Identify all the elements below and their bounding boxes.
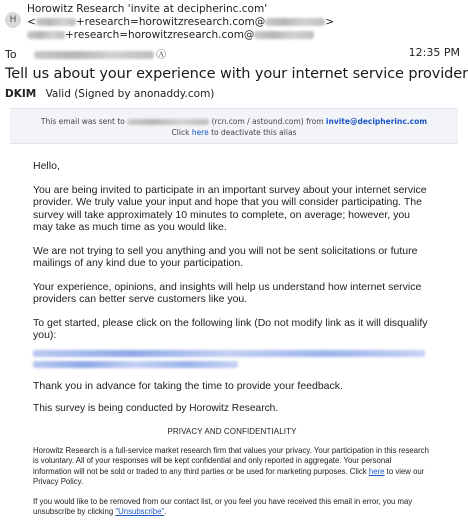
sender-name: Horowitz Research 'invite at decipherinc.com': [27, 3, 268, 15]
dkim-label: DKIM: [5, 88, 37, 100]
greeting: Hello,: [33, 160, 60, 172]
banner-text: (rcn.com / astound.com) from: [211, 117, 324, 126]
conducted-by-text: This survey is being conducted by Horowitz Research.: [33, 403, 279, 414]
alias-banner-line1: [10, 116, 458, 127]
body-paragraph: We are not trying to sell you anything and you will not be sent solicitations or future mailings of any kind due to your participation.: [33, 244, 418, 269]
privacy-paragraph: [33, 446, 431, 488]
banner-text: Click: [171, 128, 190, 137]
redacted-link[interactable]: [33, 350, 425, 357]
dkim-status: [5, 88, 214, 100]
email-body: [33, 160, 431, 527]
banner-text: This email was sent to: [40, 117, 125, 126]
unsubscribe-paragraph: [33, 497, 431, 518]
deactivate-alias-link[interactable]: here: [191, 128, 209, 137]
redacted-recipient[interactable]: [34, 51, 154, 59]
sender-address-open: <: [27, 16, 36, 28]
redacted-text: [127, 119, 209, 125]
sender-address-close: >: [325, 16, 335, 28]
recipient-row: [5, 46, 166, 61]
alias-banner: [10, 108, 458, 144]
privacy-text: Horowitz Research is a full-service market research firm that values your privacy. Your participation in this research is voluntary. All of your responses will be kept confidential and only reported in aggregate. Your personal information will not be sold or traded to any third parties or be used for marketing purposes. Click: [33, 445, 429, 476]
body-paragraph: You are being invited to participate in an important survey about your internet service provider. We truly value your input and hope that you will consider participating. The survey will take approximately 10 minutes to complete, on average; however, you may take as much time as you would like.: [33, 183, 427, 233]
privacy-title: PRIVACY AND CONFIDENTIALITY: [167, 426, 297, 436]
redacted-text: [27, 31, 65, 39]
unsubscribe-text: If you would like to be removed from our contact list, or you feel you have received this email in error, you may unsubscribe by clicking: [33, 496, 413, 516]
to-label: To: [5, 48, 17, 61]
unsubscribe-link[interactable]: "Unsubscribe": [115, 507, 165, 516]
sender-address-mid: +research=horowitzresearch.com@: [75, 16, 266, 28]
reply-address-mid: +research=horowitzresearch.com@: [65, 29, 255, 41]
thanks-text: Thank you in advance for taking the time to provide your feedback.: [33, 379, 343, 392]
sender-avatar: H: [5, 12, 21, 28]
banner-text: to deactivate this alias: [211, 128, 297, 137]
email-header: [0, 0, 467, 106]
body-paragraph: Your experience, opinions, and insights will help us understand how internet service providers can better serve customers like you.: [33, 280, 422, 305]
banner-sender-email[interactable]: invite@decipherinc.com: [325, 117, 428, 126]
redacted-link[interactable]: [33, 361, 238, 368]
sender-address[interactable]: [27, 16, 334, 28]
reply-address[interactable]: [27, 29, 314, 41]
privacy-policy-link[interactable]: here: [368, 466, 385, 476]
redacted-text: [36, 18, 76, 26]
received-time: 12:35 PM: [408, 46, 460, 59]
unsubscribe-text: .: [164, 507, 167, 516]
privacy-text: to view our Privacy Policy.: [33, 466, 425, 486]
email-subject: Tell us about your experience with your internet service provider: [5, 66, 468, 82]
alias-banner-line2: [10, 127, 458, 138]
redacted-text: [254, 31, 314, 39]
survey-link[interactable]: [33, 350, 431, 368]
body-paragraph: To get started, please click on the following link (Do not modify link as it will disqualify you):: [33, 316, 428, 341]
dkim-value: Valid (Signed by anonaddy.com): [45, 88, 215, 100]
alias-icon: Ⓐ: [156, 50, 167, 61]
redacted-text: [265, 18, 325, 26]
